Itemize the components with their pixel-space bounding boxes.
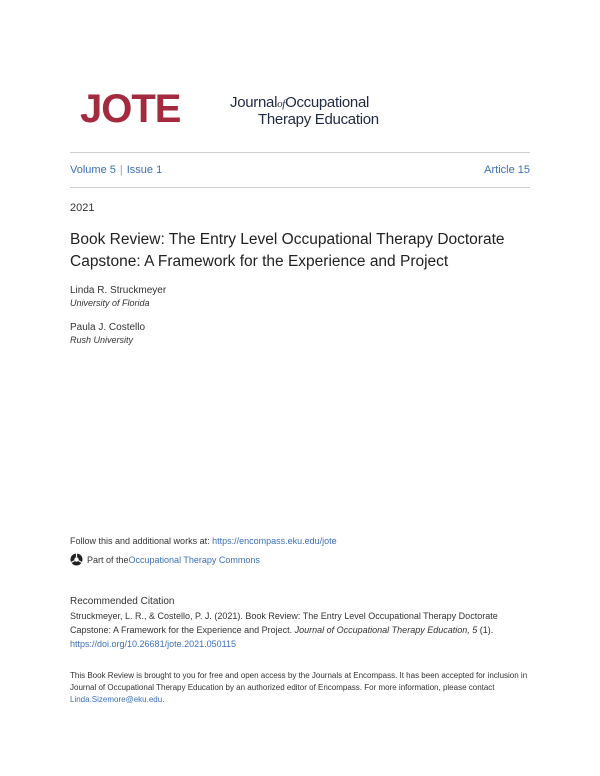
author-affiliation: Rush University: [70, 335, 134, 345]
author-affiliation: University of Florida: [70, 298, 150, 308]
commons-network-icon: [70, 553, 83, 566]
issue-link[interactable]: Issue 1: [126, 164, 163, 176]
contact-email-link[interactable]: Linda.Sizemore@eku.edu: [70, 695, 163, 704]
citation-journal: Journal of Occupational Therapy Education, 5: [294, 625, 478, 635]
issue-separator: |: [119, 164, 123, 176]
access-notice: [70, 670, 535, 706]
bottom-divider: [70, 187, 530, 188]
notice-text: This Book Review is brought to you for free and open access by the Journals at Encompass. It has been accepted for inclusion in Journal of Occupational Therapy Education by an authorized editor of Encompass. For more information, please contact: [70, 671, 528, 692]
author-name: Linda R. Struckmeyer: [70, 285, 167, 296]
journal-word: Journal: [230, 94, 278, 111]
partof-prefix: Part of the: [87, 554, 129, 565]
journal-wordmark-line1: [230, 95, 379, 112]
author-name: Paula J. Costello: [70, 322, 146, 333]
article-title: Book Review: The Entry Level Occupational Therapy Doctorate Capstone: A Framework for the Experience and Project: [70, 231, 505, 270]
publication-year: 2021: [70, 202, 95, 214]
citation-text: [70, 609, 540, 651]
jote-logo: JOTE: [80, 87, 181, 131]
issue-row: [70, 164, 530, 176]
citation-issue: (1).: [477, 625, 494, 635]
follow-line: [70, 536, 337, 546]
top-divider: [70, 152, 530, 153]
commons-link[interactable]: Occupational Therapy Commons: [128, 554, 260, 565]
journal-of: of: [277, 98, 286, 110]
notice-end: .: [162, 695, 165, 704]
volume-link[interactable]: Volume 5: [70, 164, 116, 176]
journal-wordmark-line2: Therapy Education: [258, 111, 379, 128]
part-of-line: [70, 553, 260, 566]
repository-link[interactable]: https://encompass.eku.edu/jote: [212, 536, 337, 546]
journal-occupational: Occupational: [285, 94, 370, 111]
recommended-citation-heading: Recommended Citation: [70, 596, 175, 607]
journal-wordmark: [230, 95, 379, 127]
citation-main: Struckmeyer, L. R., & Costello, P. J. (2021). Book Review: The Entry Level Occupational Therapy Doctorate Capstone: A Framework for the Experience and Project.: [70, 611, 498, 635]
article-link[interactable]: Article 15: [484, 164, 530, 176]
doi-link[interactable]: https://doi.org/10.26681/jote.2021.050115: [70, 639, 236, 649]
follow-prefix: Follow this and additional works at:: [70, 536, 213, 546]
